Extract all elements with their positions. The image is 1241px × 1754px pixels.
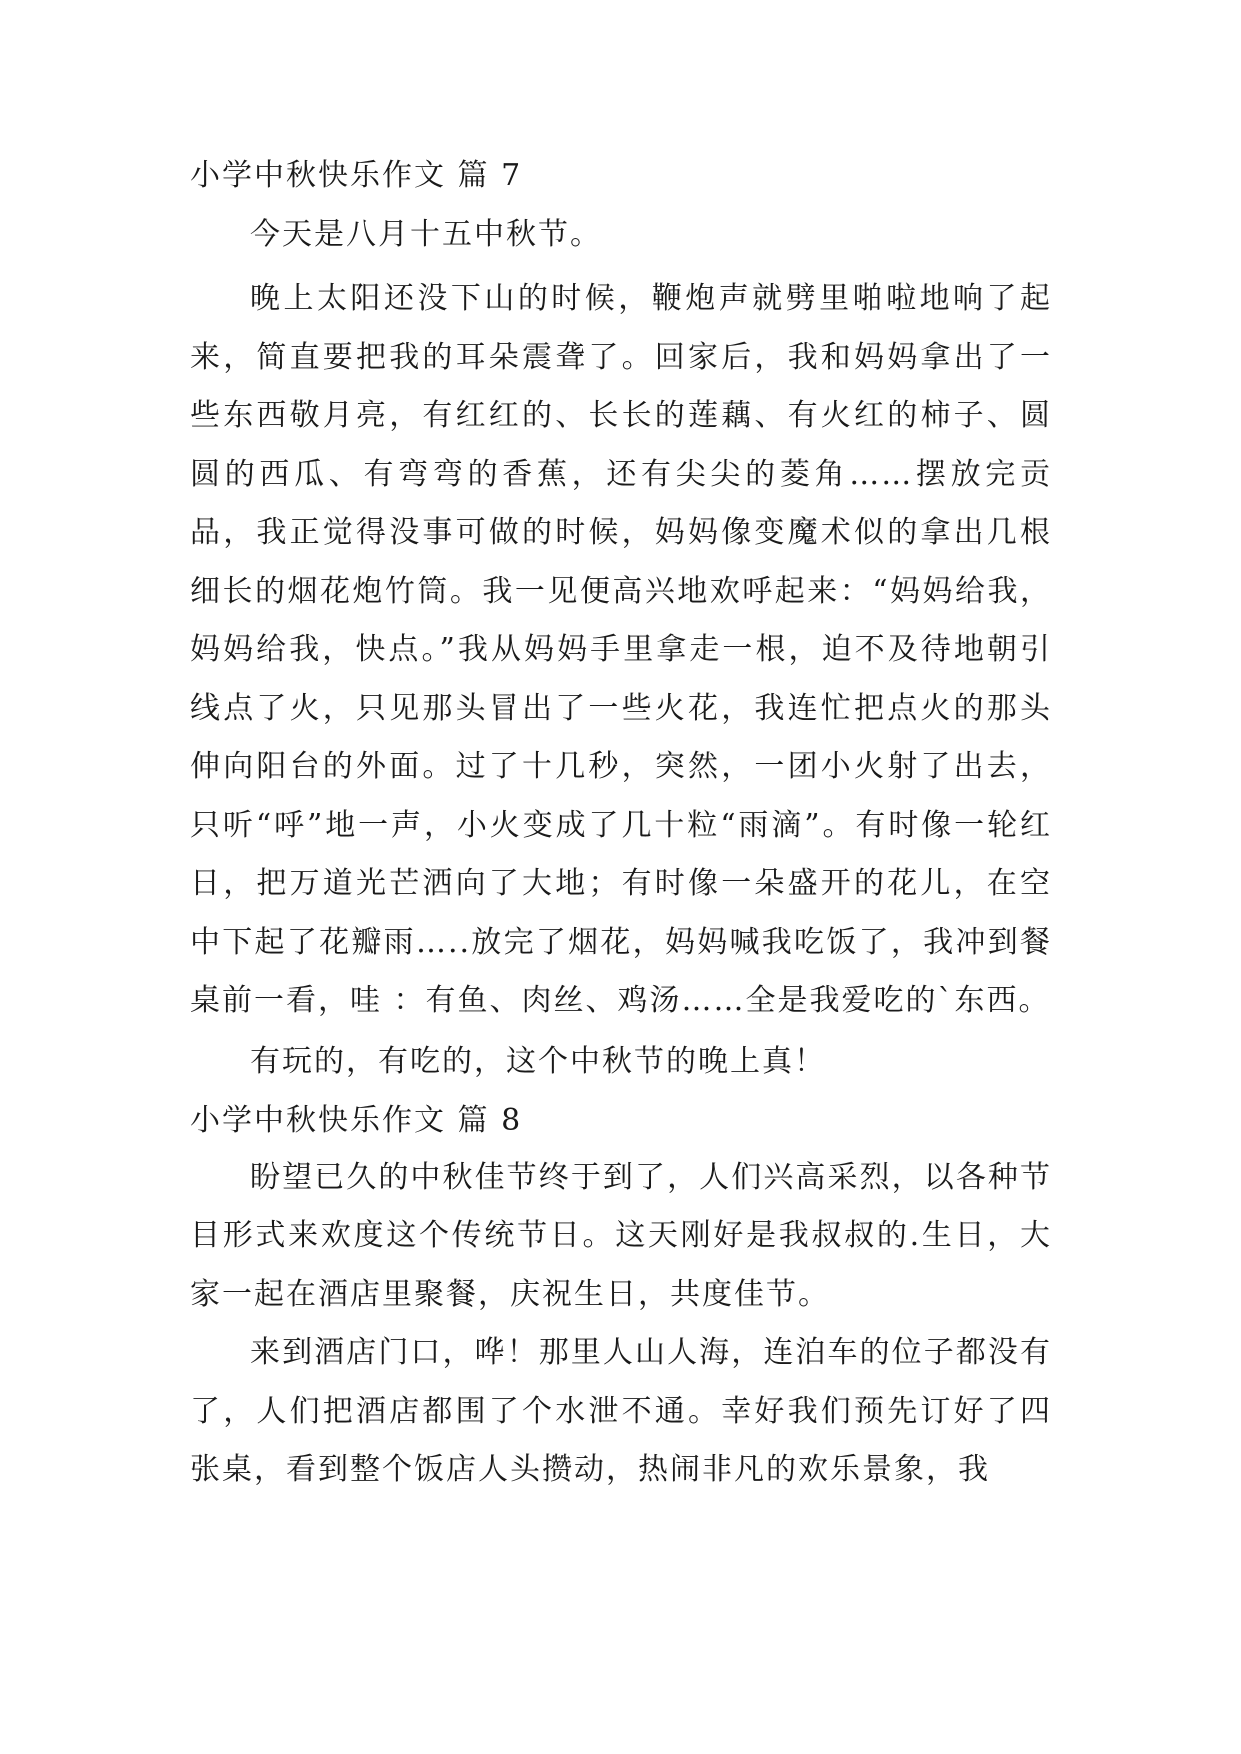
paragraph: 来到酒店门口，哗！那里人山人海，连泊车的位子都没有了，人们把酒店都围了个水泄不通。幸好我们预先订好了四张桌，看到整个饭店人头攒动，热闹非凡的欢乐景象，我	[190, 1335, 1052, 1487]
section-heading: 小学中秋快乐作文 篇 7	[190, 158, 523, 193]
paragraph: 盼望已久的中秋佳节终于到了，人们兴高采烈，以各种节目形式来欢度这个传统节日。这天刚好是我叔叔的.生日，大家一起在酒店里聚餐，庆祝生日，共度佳节。	[190, 1159, 1052, 1312]
paragraph: 晚上太阳还没下山的时候，鞭炮声就劈里啪啦地响了起来，简直要把我的耳朵震聋了。回家后，我和妈妈拿出了一些东西敬月亮，有红红的、长长的莲藕、有火红的柿子、圆圆的西瓜、有弯弯的香蕉，还有尖尖的菱角……摆放完贡品，我正觉得没事可做的时候，妈妈像变魔术似的拿出几根细长的烟花炮竹筒。我一见便高兴地欢呼起来：“妈妈给我，妈妈给我，快点。”我从妈妈手里拿走一根，迫不及待地朝引线点了火，只见那头冒出了一些火花，我连忙把点火的那头伸向阳台的外面。过了十几秒，突然，一团小火射了出去，只听“呼”地一声，小火变成了几十粒“雨滴”。有时像一轮红日，把万道光芒洒向了大地；有时像一朵盛开的花儿，在空中下起了花瓣雨…..放完了烟花，妈妈喊我吃饭了，我冲到餐桌前一看，哇 ：有鱼、肉丝、鸡汤……全是我爱吃的`东西。	[190, 281, 1052, 1018]
document-page	[190, 148, 1052, 1500]
paragraph: 有玩的，有吃的，这个中秋节的晚上真！	[250, 1043, 826, 1079]
paragraph: 今天是八月十五中秋节。	[250, 217, 602, 252]
section-heading: 小学中秋快乐作文 篇 8	[190, 1102, 523, 1138]
